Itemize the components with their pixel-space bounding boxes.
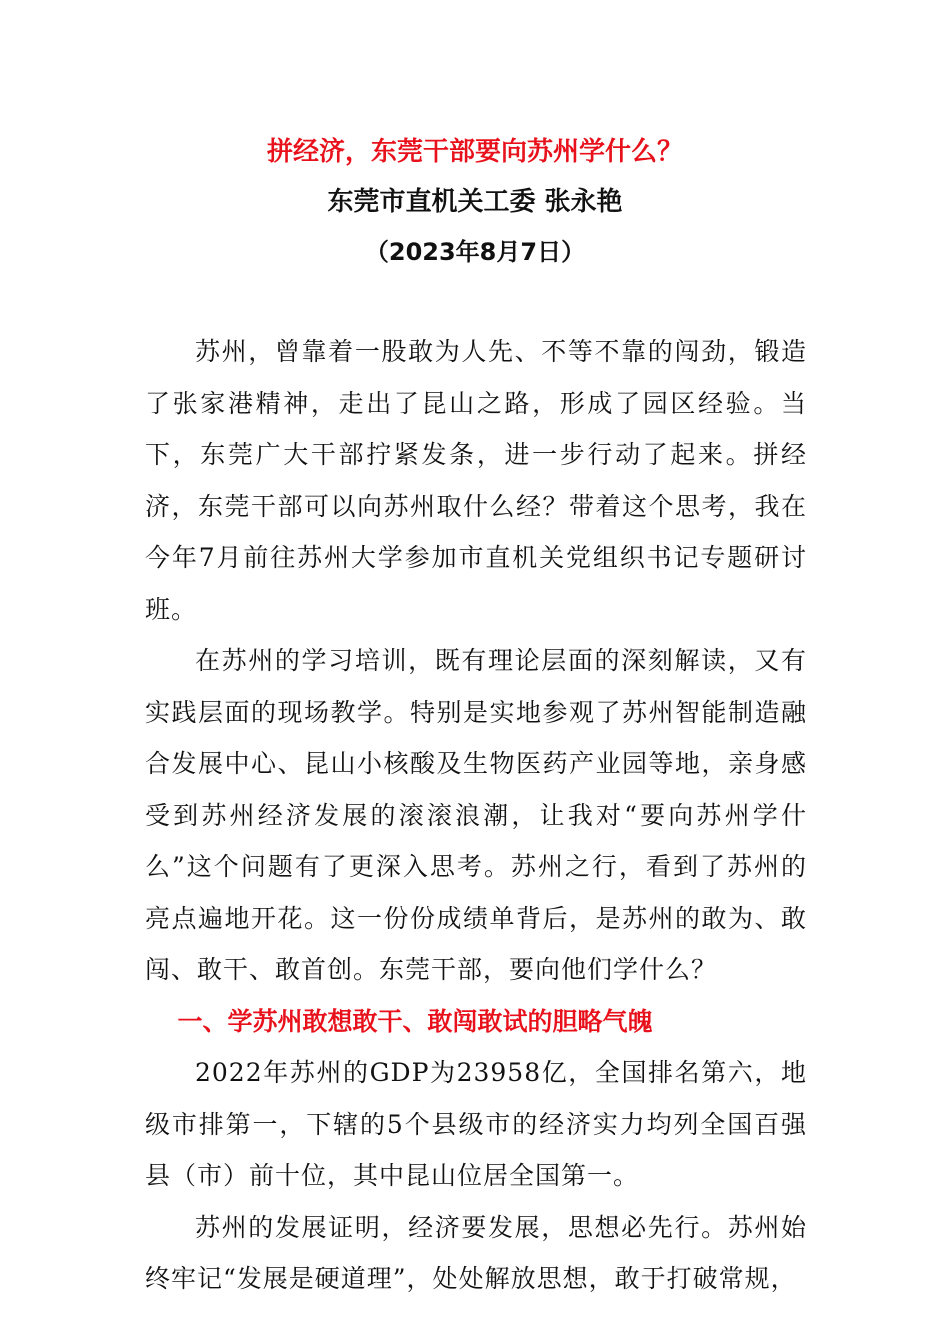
paragraph-development: 苏州的发展证明，经济要发展，思想必先行。苏州始终牢记“发展是硬道理”，处处解放思想，敢于打破常规， <box>145 1212 807 1293</box>
section-heading: 一、学苏州敢想敢干、敢闯敢试的胆略气魄 <box>177 1006 653 1036</box>
document-title: 拼经济，东莞干部要向苏州学什么？ <box>266 137 683 167</box>
document-author: 东莞市直机关工委 张永艳 <box>327 187 623 217</box>
paragraph-gdp: 2022年苏州的GDP为23958亿，全国排名第六，地级市排第一，下辖的5个县级市的经济实力均列全国百强县（市）前十位，其中昆山位居全国第一。 <box>145 1058 807 1190</box>
paragraph-training: 在苏州的学习培训，既有理论层面的深刻解读，又有实践层面的现场教学。特别是实地参观了苏州智能制造融合发展中心、昆山小核酸及生物医药产业园等地，亲身感受到苏州经济发展的滚滚浪潮，让我对“要向苏州学什么”这个问题有了更深入思考。苏州之行，看到了苏州的亮点遍地开花。这一份份成绩单背后，是苏州的敢为、敢闯、敢干、敢首创。东莞干部，要向他们学什么？ <box>145 646 807 984</box>
document-body <box>145 326 807 1305</box>
paragraph-intro: 苏州，曾靠着一股敢为人先、不等不靠的闯劲，锻造了张家港精神，走出了昆山之路，形成了园区经验。当下，东莞广大干部拧紧发条，进一步行动了起来。拼经济，东莞干部可以向苏州取什么经？带着这个思考，我在今年7月前往苏州大学参加市直机关党组织书记专题研讨班。 <box>145 337 807 624</box>
document-date: （2023年8月7日） <box>364 238 586 266</box>
